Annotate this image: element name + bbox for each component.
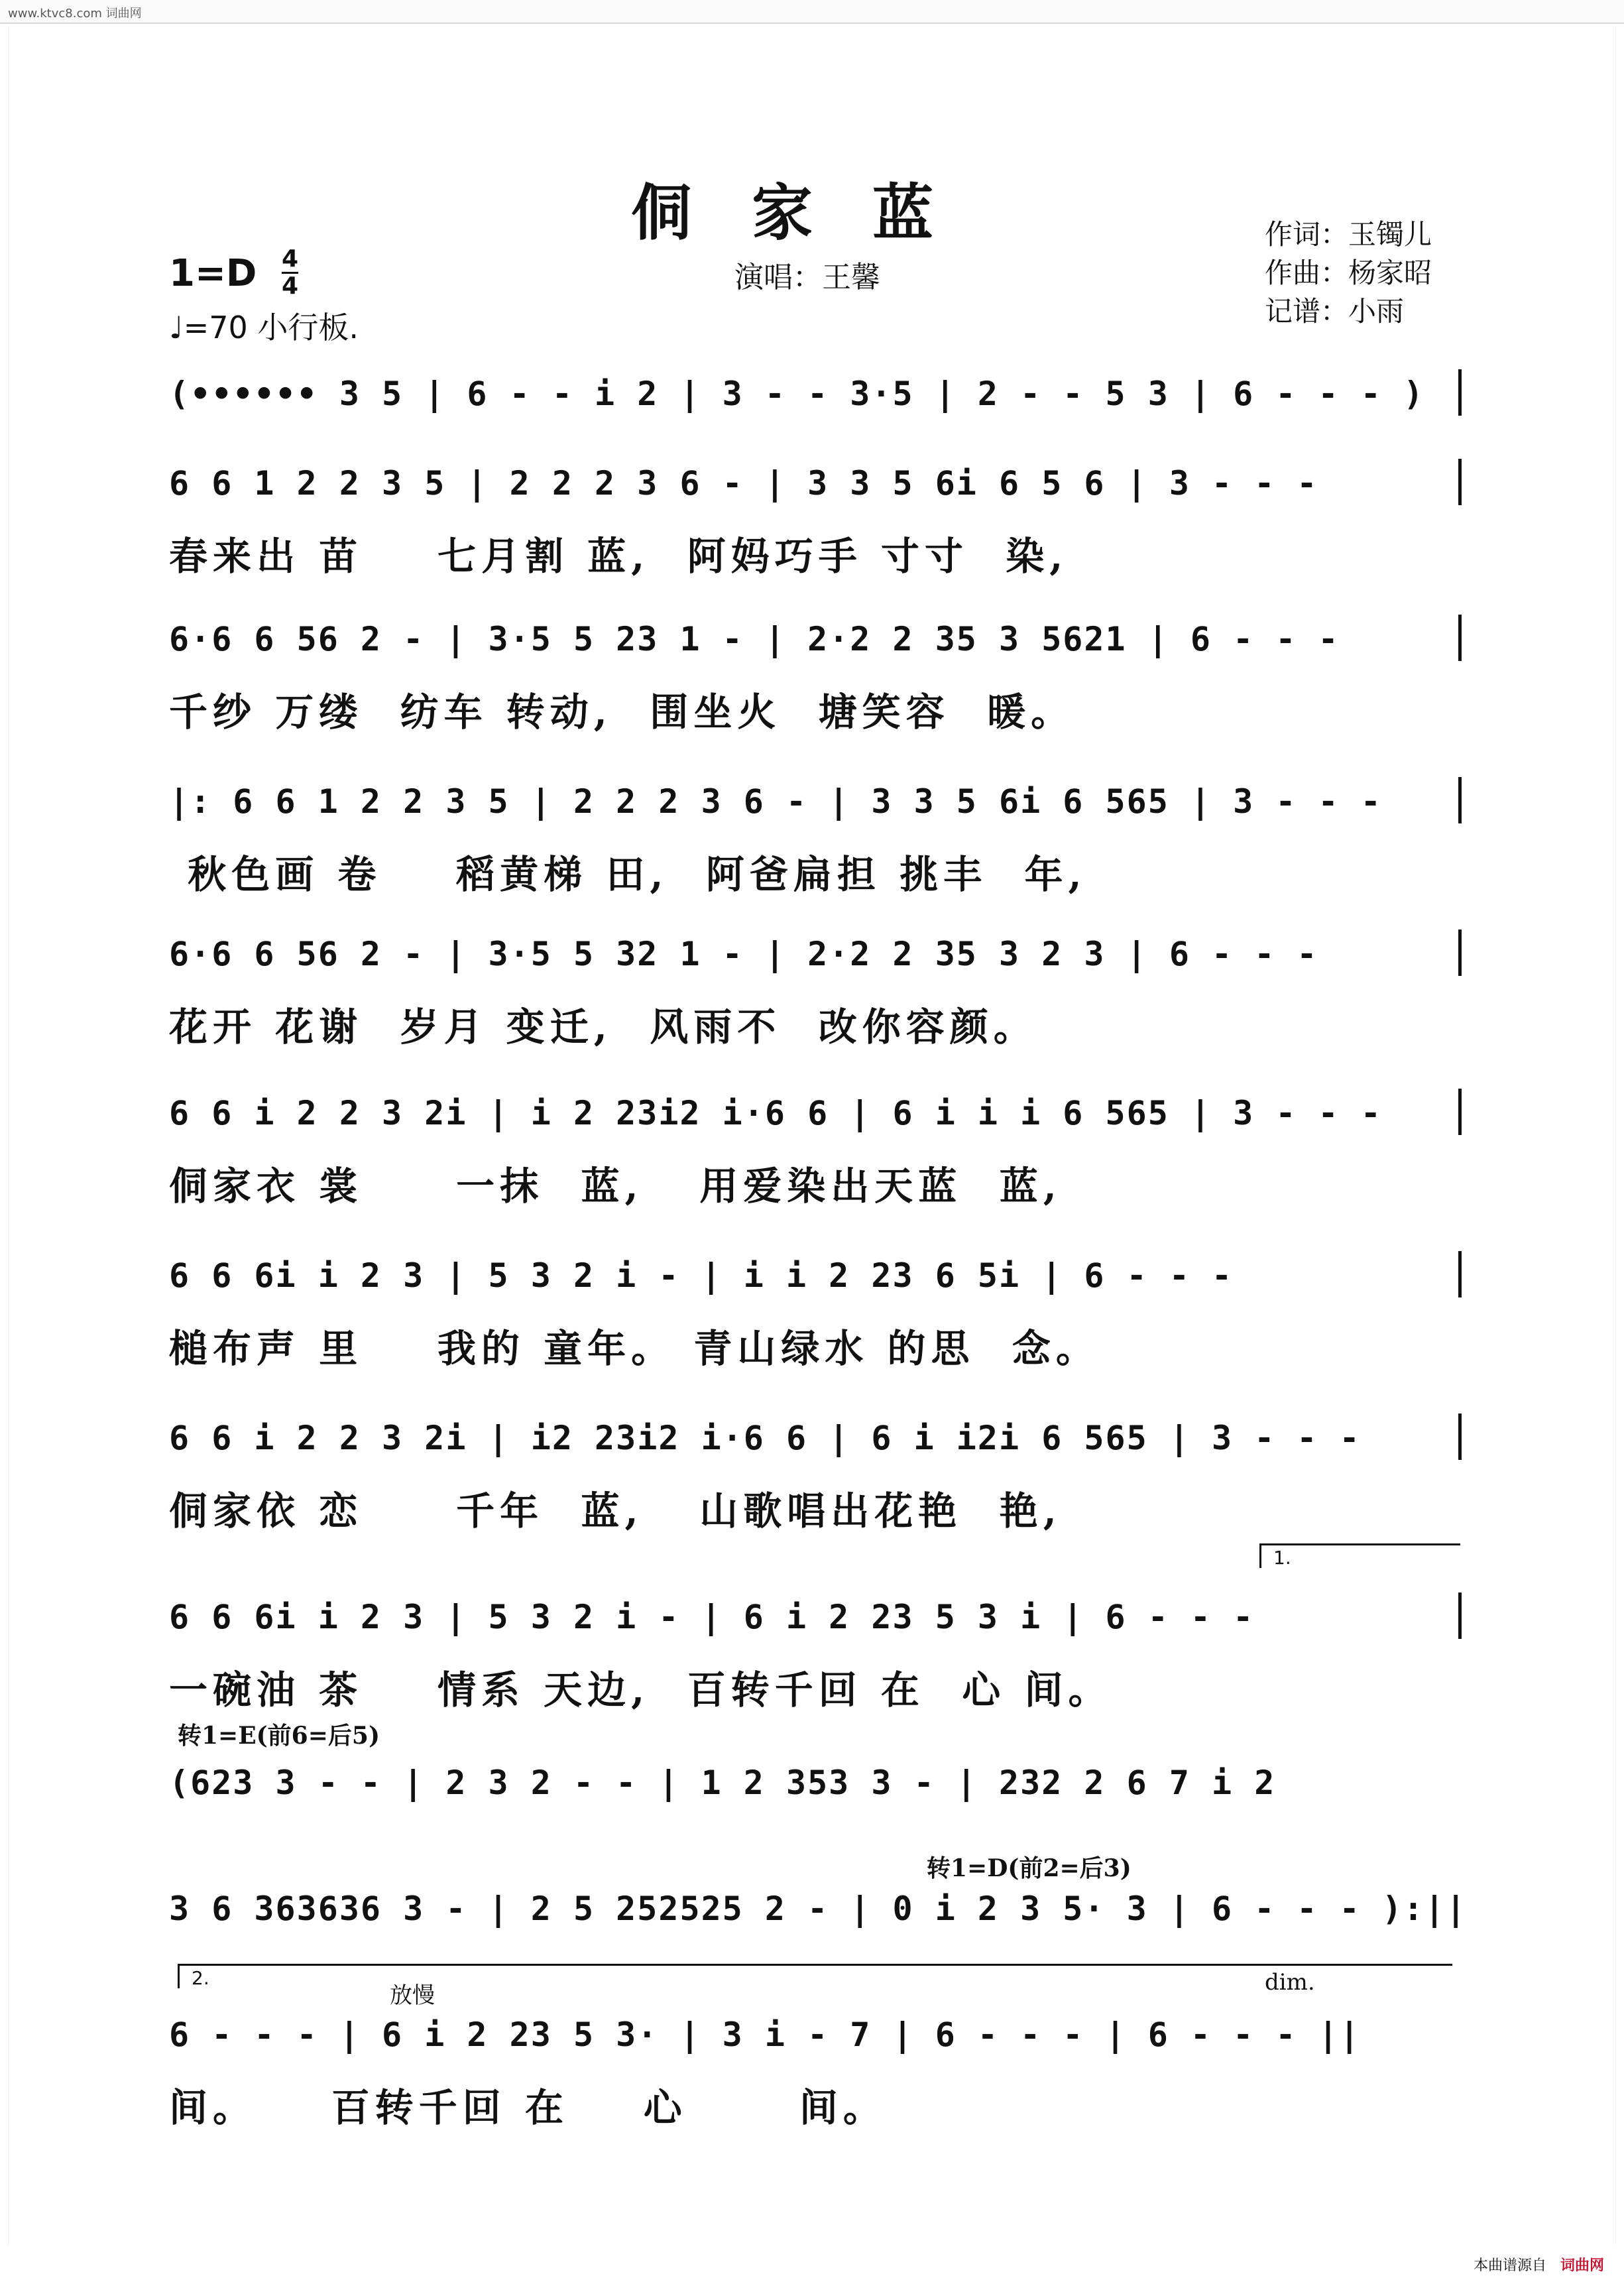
credits-block: [1265, 215, 1432, 331]
left-watermark-strip: [3, 27, 9, 2244]
notation-line: 6 6 6i i 2 3 | 5 3 2 i - | 6 i 2 23 5 3 i | 6 - - -: [169, 1598, 1255, 1636]
transcriber-credit: 记谱：小雨: [1265, 295, 1405, 328]
system-barline: [1458, 930, 1462, 976]
notation-line: (•••••• 3 5 | 6 - - i 2 | 3 - - 3·5 | 2 - - 5 3 | 6 - - - ): [169, 375, 1425, 413]
modulation-to-e: 转1=E(前6=后5): [178, 1722, 380, 1750]
system-barline: [1458, 1089, 1462, 1135]
volta-label: 1.: [1273, 1547, 1291, 1569]
right-watermark-strip: [1615, 27, 1621, 2244]
lyric-line: 侗家依 恋 千年 蓝, 山歌唱出花艳 艳,: [169, 1488, 1062, 1533]
tempo-marking: ♩=70 小行板.: [169, 310, 359, 345]
lyric-line: 千纱 万缕 纺车 转动, 围坐火 塘笑容 暖。: [169, 690, 1075, 735]
time-signature: [282, 247, 298, 299]
key-signature: 1=D: [169, 252, 257, 295]
singer-credit: 演唱：王馨: [734, 261, 880, 294]
notation-line: |: 6 6 1 2 2 3 5 | 2 2 2 3 6 - | 3 3 5 6i 6 565 | 3 - - -: [169, 782, 1382, 821]
system-barline: [1458, 369, 1462, 416]
tempo-slow-marking: 放慢: [390, 1982, 435, 2009]
composer-credit: 作曲：杨家昭: [1265, 257, 1432, 289]
notation-line: 6 6 i 2 2 3 2i | i 2 23i2 i·6 6 | 6 i i i 6 565 | 3 - - -: [169, 1094, 1382, 1132]
volta-bracket-2: [178, 1964, 1452, 1988]
time-numerator: 4: [282, 245, 299, 272]
system-barline: [1458, 459, 1462, 505]
notation-line: 6·6 6 56 2 - | 3·5 5 32 1 - | 2·2 2 35 3 2 3 | 6 - - -: [169, 935, 1318, 973]
time-denominator: 4: [282, 272, 299, 300]
footer-brand-logo: 词曲网: [1560, 2257, 1604, 2274]
site-url: www.ktvc8.com 词曲网: [8, 7, 142, 21]
lyric-line: 花开 花谢 岁月 变迁, 风雨不 改你容颜。: [169, 1004, 1037, 1050]
notation-line: 6·6 6 56 2 - | 3·5 5 23 1 - | 2·2 2 35 3 5621 | 6 - - -: [169, 620, 1340, 658]
system-barline: [1458, 777, 1462, 823]
notation-line: 3 6 363636 3 - | 2 5 252525 2 - | 0 i 2 3 5· 3 | 6 - - - ):||: [169, 1890, 1468, 1928]
volta-bracket-1: [1259, 1543, 1460, 1568]
modulation-to-d: 转1=D(前2=后3): [927, 1854, 1131, 1882]
lyric-line: 春来出 苗 七月割 蓝, 阿妈巧手 寸寸 染,: [169, 534, 1069, 579]
notation-line: 6 6 6i i 2 3 | 5 3 2 i - | i i 2 23 6 5i | 6 - - -: [169, 1256, 1234, 1295]
notation-line: 6 - - - | 6 i 2 23 5 3· | 3 i - 7 | 6 - - - | 6 - - - ||: [169, 2015, 1361, 2054]
page-footer: [1474, 2254, 1604, 2275]
footer-source: 本曲谱源自: [1473, 2257, 1546, 2274]
site-header: [0, 0, 1624, 24]
notation-line: 6 6 1 2 2 3 5 | 2 2 2 3 6 - | 3 3 5 6i 6 5 6 | 3 - - -: [169, 464, 1318, 503]
notation-line: 6 6 i 2 2 3 2i | i2 23i2 i·6 6 | 6 i i2i 6 565 | 3 - - -: [169, 1419, 1361, 1457]
system-barline: [1458, 1413, 1462, 1460]
lyric-line: 槌布声 里 我的 童年。 青山绿水 的思 念。: [169, 1326, 1100, 1371]
system-barline: [1458, 1593, 1462, 1639]
notation-line: (623 3 - - | 2 3 2 - - | 1 2 353 3 - | 232 2 6 7 i 2: [169, 1764, 1276, 1802]
song-title: 侗家蓝: [630, 177, 993, 249]
lyric-line: 秋色画 卷 稻黄梯 田, 阿爸扁担 挑丰 年,: [169, 852, 1087, 897]
lyric-line: 一碗油 茶 情系 天边, 百转千回 在 心 间。: [169, 1667, 1112, 1713]
lyric-line: 侗家衣 裳 一抹 蓝, 用爱染出天蓝 蓝,: [169, 1164, 1062, 1209]
dynamic-dim-marking: dim.: [1265, 1969, 1315, 1996]
system-barline: [1458, 615, 1462, 661]
volta-label: 2.: [192, 1967, 209, 1989]
lyricist-credit: 作词：玉镯儿: [1265, 218, 1432, 251]
lyric-line: 间。 百转千回 在 心 间。: [169, 2085, 887, 2130]
system-barline: [1458, 1251, 1462, 1297]
